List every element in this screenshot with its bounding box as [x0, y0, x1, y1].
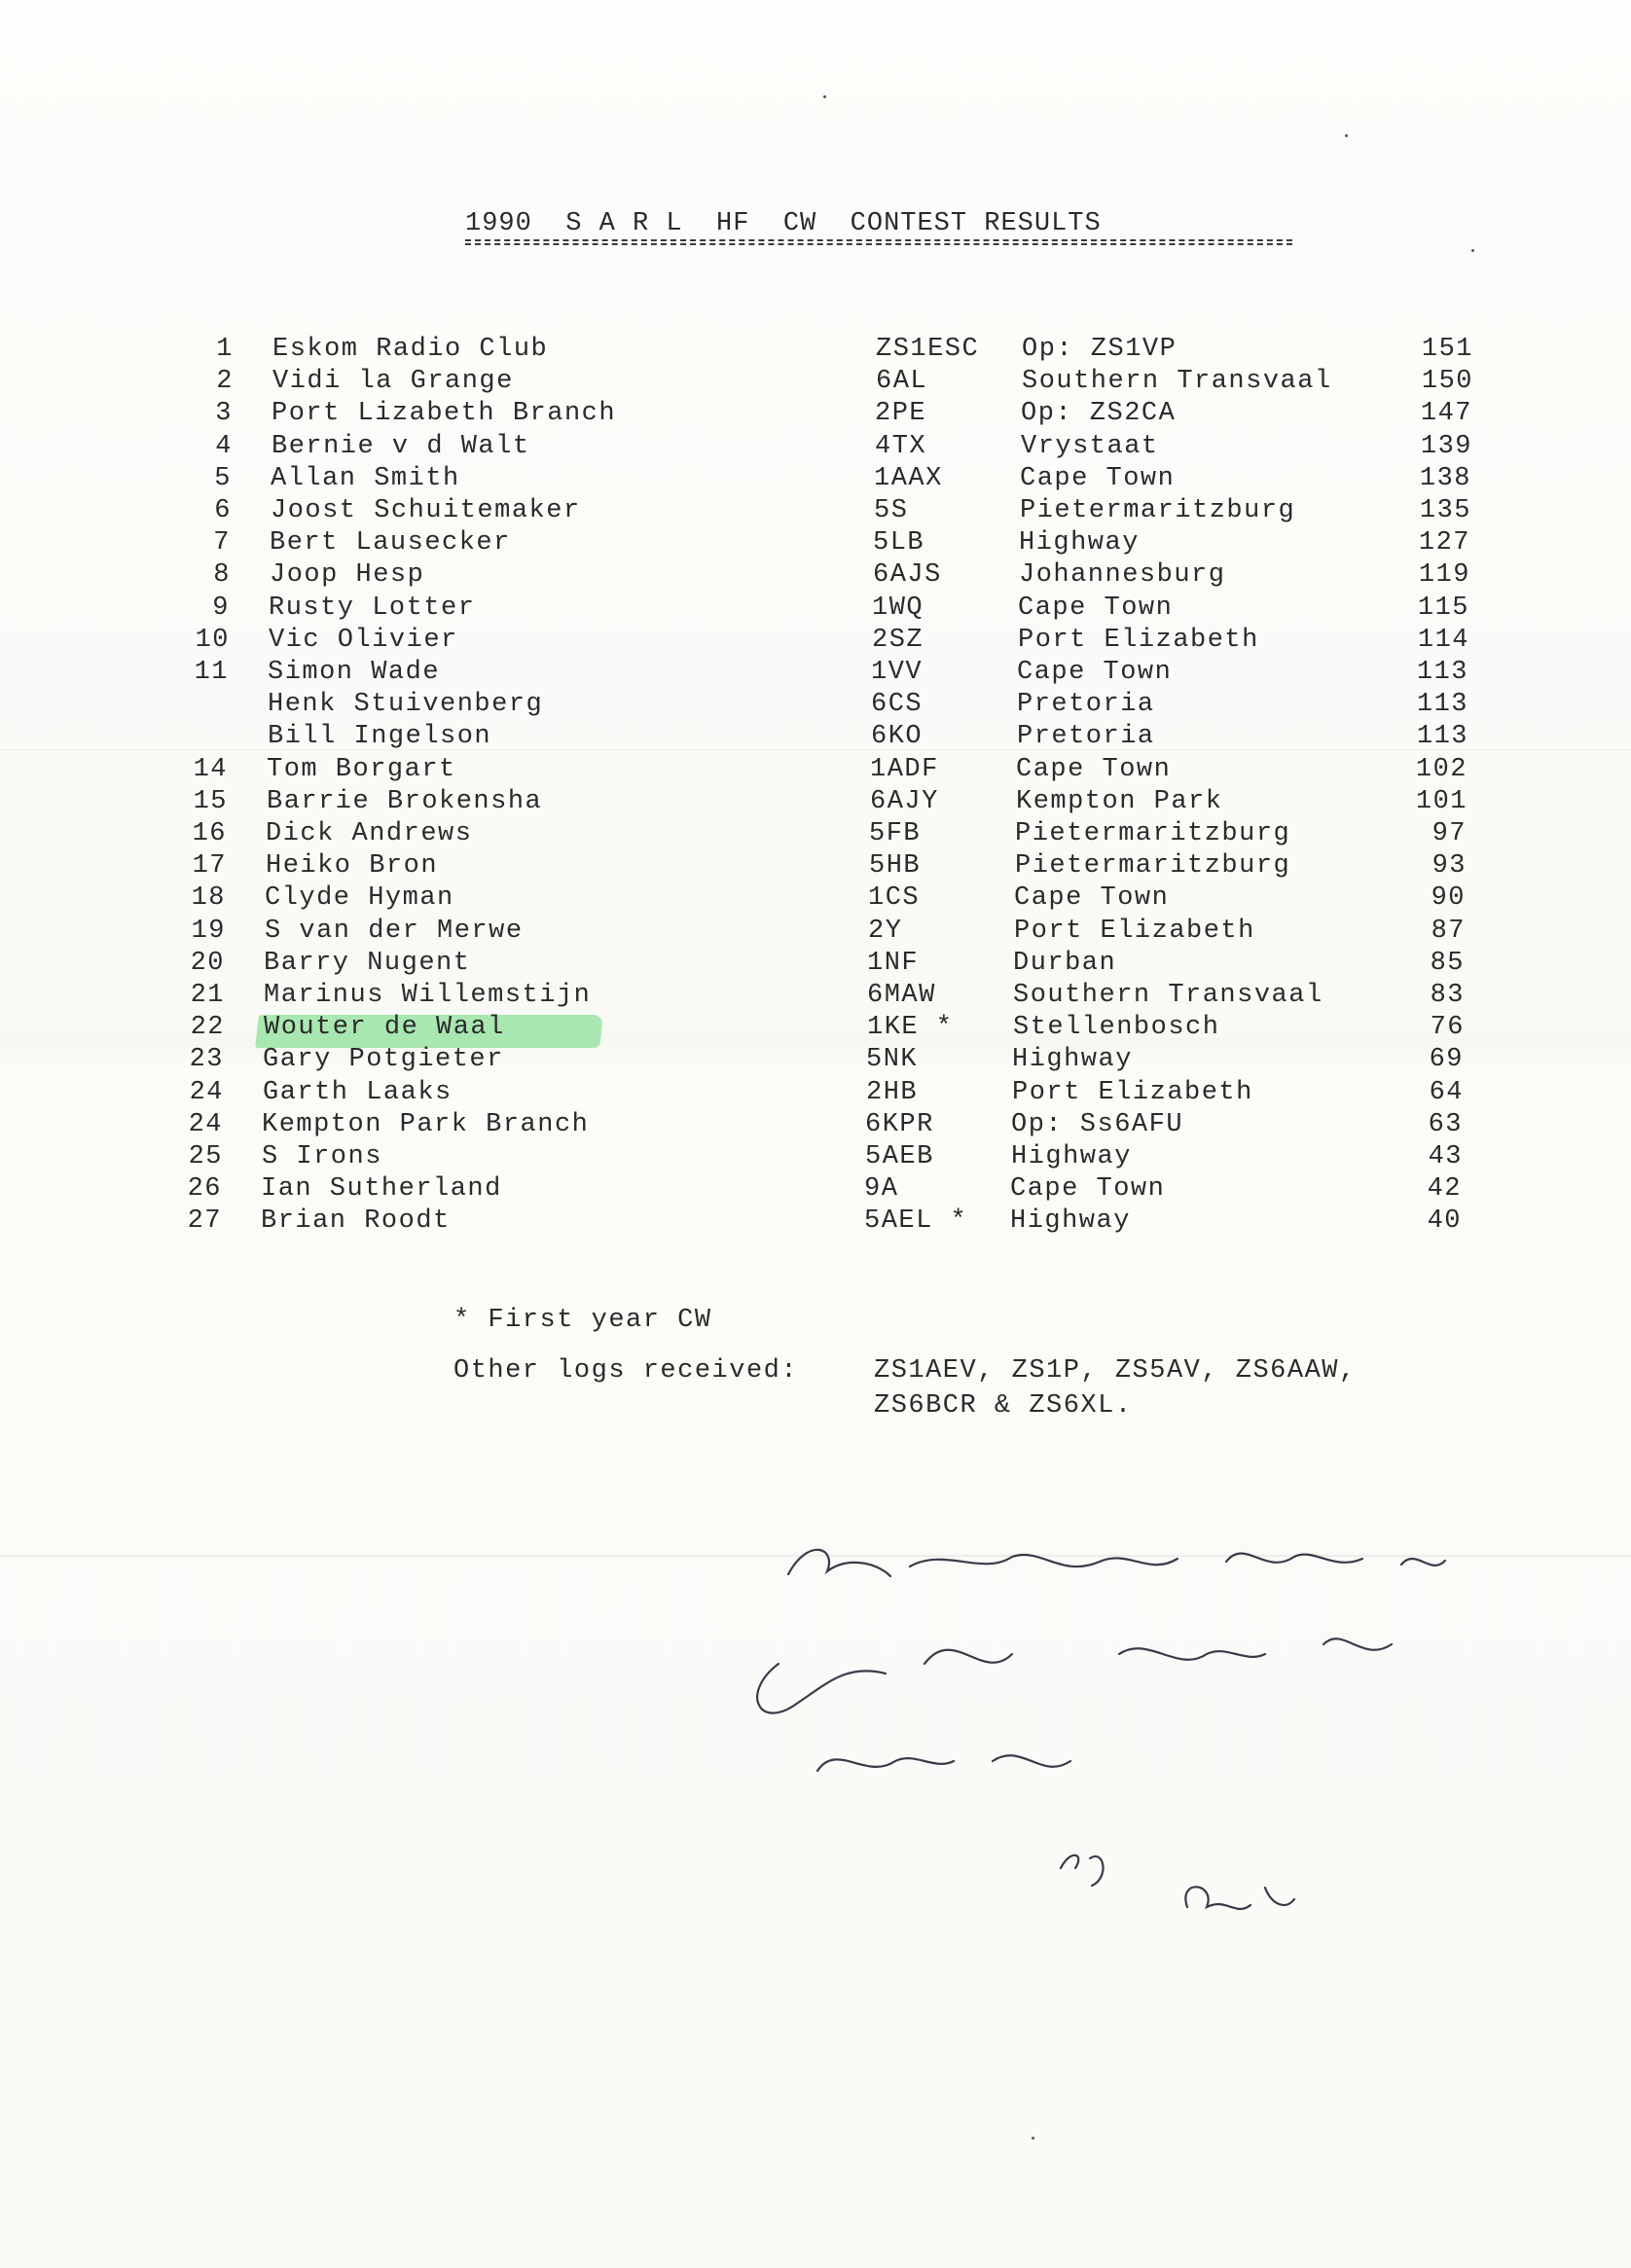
result-name: Port Lizabeth Branch — [272, 399, 617, 428]
result-callsign: 6AJS — [873, 560, 942, 590]
result-rank: 10 — [195, 626, 230, 655]
result-callsign: 1CS — [868, 883, 921, 913]
result-rank: 24 — [189, 1078, 224, 1107]
result-rank: 26 — [187, 1174, 222, 1204]
result-name: Barrie Brokensha — [267, 787, 543, 816]
result-score: 90 — [1431, 883, 1466, 913]
result-rank: 17 — [192, 851, 227, 881]
table-row — [0, 399, 1631, 431]
result-rank: 21 — [190, 981, 225, 1010]
result-callsign: 6AL — [876, 367, 928, 396]
result-callsign: 6CS — [871, 690, 924, 719]
result-location: Vrystaat — [1021, 432, 1159, 461]
result-name: Tom Borgart — [267, 755, 456, 784]
result-rank: 6 — [214, 496, 232, 525]
handwritten-note — [720, 1518, 1518, 1946]
title-underline — [465, 243, 1292, 245]
table-row — [0, 594, 1631, 626]
result-score: 114 — [1417, 626, 1469, 655]
result-rank: 23 — [189, 1045, 224, 1074]
result-rank: 27 — [187, 1206, 222, 1236]
table-row — [0, 981, 1631, 1013]
result-rank: 8 — [213, 560, 231, 590]
result-location: Durban — [1013, 949, 1117, 978]
result-location: Op: Ss6AFU — [1011, 1110, 1184, 1139]
paper-speck — [1471, 249, 1474, 252]
result-location: Highway — [1012, 1045, 1133, 1074]
result-callsign: 5HB — [869, 851, 922, 881]
result-rank: 5 — [214, 464, 232, 493]
result-score: 40 — [1427, 1206, 1462, 1236]
result-rank: 19 — [191, 917, 226, 946]
result-location: Cape Town — [1018, 594, 1174, 623]
table-row — [0, 560, 1631, 593]
table-row — [0, 626, 1631, 658]
table-row — [0, 1110, 1631, 1142]
result-callsign: 6MAW — [867, 981, 936, 1010]
handwritten-line: Well done — [817, 1773, 822, 1774]
result-score: 87 — [1431, 917, 1466, 946]
table-row — [0, 690, 1631, 722]
result-score: 127 — [1418, 528, 1470, 558]
result-callsign: 1NF — [867, 949, 920, 978]
result-rank: 14 — [193, 755, 228, 784]
result-name: Vidi la Grange — [272, 367, 514, 396]
result-rank: 1 — [216, 335, 234, 364]
result-rank: 20 — [190, 949, 225, 978]
result-score: 119 — [1418, 560, 1470, 590]
result-rank: 3 — [215, 399, 233, 428]
result-score: 83 — [1430, 981, 1465, 1010]
result-location: Southern Transvaal — [1022, 367, 1332, 396]
result-name: Clyde Hyman — [265, 883, 454, 913]
result-name: Barry Nugent — [264, 949, 471, 978]
table-row — [0, 755, 1631, 787]
result-callsign: 4TX — [875, 432, 927, 461]
result-name: Heiko Bron — [266, 851, 439, 881]
result-score: 97 — [1432, 819, 1467, 848]
result-callsign: 5NK — [866, 1045, 919, 1074]
table-row — [0, 787, 1631, 819]
result-score: 115 — [1417, 594, 1469, 623]
result-callsign: 6KPR — [865, 1110, 934, 1139]
result-score: 76 — [1430, 1013, 1465, 1042]
result-score: 139 — [1420, 432, 1472, 461]
result-rank: 9 — [212, 594, 230, 623]
result-score: 151 — [1421, 335, 1473, 364]
result-callsign: 5AEB — [865, 1142, 934, 1171]
table-row — [0, 917, 1631, 949]
paper-speck — [1032, 2137, 1034, 2140]
other-logs-line: ZS1AEV, ZS1P, ZS5AV, ZS6AAW, — [874, 1356, 1357, 1386]
result-score: 42 — [1427, 1174, 1462, 1204]
result-location: Pietermaritzburg — [1020, 496, 1296, 525]
result-callsign: 1VV — [871, 658, 924, 687]
result-score: 150 — [1421, 367, 1473, 396]
result-callsign: 1ADF — [870, 755, 939, 784]
result-name: S van der Merwe — [265, 917, 524, 946]
result-callsign: 5FB — [869, 819, 922, 848]
result-score: 63 — [1428, 1110, 1463, 1139]
result-score: 101 — [1415, 787, 1468, 816]
result-location: Cape Town — [1017, 658, 1173, 687]
result-callsign: 2PE — [875, 399, 927, 428]
result-name: Brian Roodt — [261, 1206, 451, 1236]
result-score: 69 — [1429, 1045, 1464, 1074]
table-row — [0, 1013, 1631, 1045]
result-callsign: 1AAX — [874, 464, 943, 493]
paper-speck — [823, 95, 826, 98]
result-rank: 24 — [188, 1110, 223, 1139]
result-location: Port Elizabeth — [1012, 1078, 1253, 1107]
result-name: Simon Wade — [268, 658, 441, 687]
table-row — [0, 851, 1631, 883]
result-score: 102 — [1415, 755, 1468, 784]
handwritten-line: 73 — [1056, 1880, 1058, 1881]
result-name: Wouter de Waal — [264, 1013, 505, 1042]
table-row — [0, 432, 1631, 464]
result-location: Stellenbosch — [1013, 1013, 1220, 1042]
title-underline — [465, 239, 1292, 241]
result-rank: 11 — [194, 658, 229, 687]
result-location: Cape Town — [1014, 883, 1170, 913]
result-name: Ian Sutherland — [261, 1174, 502, 1204]
table-row — [0, 658, 1631, 690]
result-rank: 15 — [193, 787, 228, 816]
table-row — [0, 1045, 1631, 1077]
result-name: S Irons — [262, 1142, 382, 1171]
table-row — [0, 819, 1631, 851]
result-name: Marinus Willemstijn — [264, 981, 592, 1010]
page-title: 1990 S A R L HF CW CONTEST RESULTS — [465, 209, 1102, 238]
result-location: Highway — [1011, 1142, 1132, 1171]
result-score: 113 — [1416, 722, 1468, 751]
handwritten-line: An excellent record in — [767, 1586, 779, 1587]
result-location: Pietermaritzburg — [1015, 819, 1291, 848]
result-location: Pretoria — [1017, 690, 1155, 719]
result-callsign: 1KE * — [867, 1013, 954, 1042]
result-location: Highway — [1019, 528, 1140, 558]
result-score: 113 — [1416, 658, 1468, 687]
result-callsign: 1WQ — [872, 594, 924, 623]
result-score: 138 — [1419, 464, 1471, 493]
result-callsign: 5LB — [873, 528, 925, 558]
result-callsign: 6KO — [871, 722, 924, 751]
result-callsign: 5AEL * — [864, 1206, 968, 1236]
result-callsign: 2SZ — [872, 626, 924, 655]
result-location: Johannesburg — [1019, 560, 1226, 590]
result-callsign: 5S — [874, 496, 909, 525]
footnote: * First year CW — [453, 1306, 712, 1335]
result-score: 147 — [1420, 399, 1472, 428]
paper-speck — [1345, 134, 1348, 137]
table-row — [0, 1078, 1631, 1110]
result-name: Henk Stuivenberg — [268, 690, 544, 719]
result-rank: 7 — [213, 528, 231, 558]
table-row — [0, 1206, 1631, 1239]
result-location: Southern Transvaal — [1013, 981, 1323, 1010]
result-name: Bernie v d Walt — [272, 432, 530, 461]
table-row — [0, 722, 1631, 754]
other-logs-label: Other logs received: — [453, 1356, 799, 1386]
result-name: Kempton Park Branch — [262, 1110, 590, 1139]
result-name: Bill Ingelson — [268, 722, 492, 751]
result-location: Kempton Park — [1016, 787, 1223, 816]
result-rank: 2 — [216, 367, 234, 396]
result-location: Cape Town — [1016, 755, 1172, 784]
result-callsign: 2Y — [868, 917, 903, 946]
result-rank: 18 — [191, 883, 226, 913]
table-row — [0, 367, 1631, 399]
table-row — [0, 883, 1631, 916]
table-row — [0, 1174, 1631, 1206]
result-rank: 25 — [188, 1142, 223, 1171]
table-row — [0, 464, 1631, 496]
result-location: Pretoria — [1017, 722, 1155, 751]
result-rank: 4 — [215, 432, 233, 461]
result-rank: 16 — [192, 819, 227, 848]
result-rank: 22 — [190, 1013, 225, 1042]
result-location: Port Elizabeth — [1014, 917, 1255, 946]
result-name: Garth Laaks — [263, 1078, 453, 1107]
table-row — [0, 1142, 1631, 1174]
result-name: Dick Andrews — [266, 819, 473, 848]
result-name: Vic Olivier — [269, 626, 458, 655]
result-callsign: ZS1ESC — [876, 335, 980, 364]
result-location: Op: ZS1VP — [1022, 335, 1178, 364]
result-location: Port Elizabeth — [1018, 626, 1259, 655]
table-row — [0, 496, 1631, 528]
table-row — [0, 335, 1631, 367]
result-score: 113 — [1416, 690, 1468, 719]
result-name: Joost Schuitemaker — [271, 496, 581, 525]
result-callsign: 9A — [864, 1174, 899, 1204]
result-callsign: 2HB — [866, 1078, 919, 1107]
result-score: 43 — [1428, 1142, 1463, 1171]
result-name: Rusty Lotter — [269, 594, 476, 623]
table-row — [0, 528, 1631, 560]
result-location: Highway — [1010, 1206, 1131, 1236]
result-score: 85 — [1430, 949, 1465, 978]
result-name: Eskom Radio Club — [272, 335, 549, 364]
handwritten-line: Dick — [1187, 1926, 1190, 1927]
result-callsign: 6AJY — [870, 787, 939, 816]
table-row — [0, 949, 1631, 981]
result-location: Cape Town — [1020, 464, 1176, 493]
result-score: 64 — [1429, 1078, 1464, 1107]
result-score: 93 — [1432, 851, 1467, 881]
result-name: Gary Potgieter — [263, 1045, 504, 1074]
result-location: Pietermaritzburg — [1015, 851, 1291, 881]
result-name: Joop Hesp — [270, 560, 425, 590]
result-location: Op: ZS2CA — [1021, 399, 1177, 428]
result-name: Allan Smith — [271, 464, 460, 493]
result-score: 135 — [1419, 496, 1471, 525]
result-name: Bert Lausecker — [270, 528, 511, 558]
result-location: Cape Town — [1010, 1174, 1166, 1204]
other-logs-line: ZS6BCR & ZS6XL. — [874, 1391, 1133, 1421]
